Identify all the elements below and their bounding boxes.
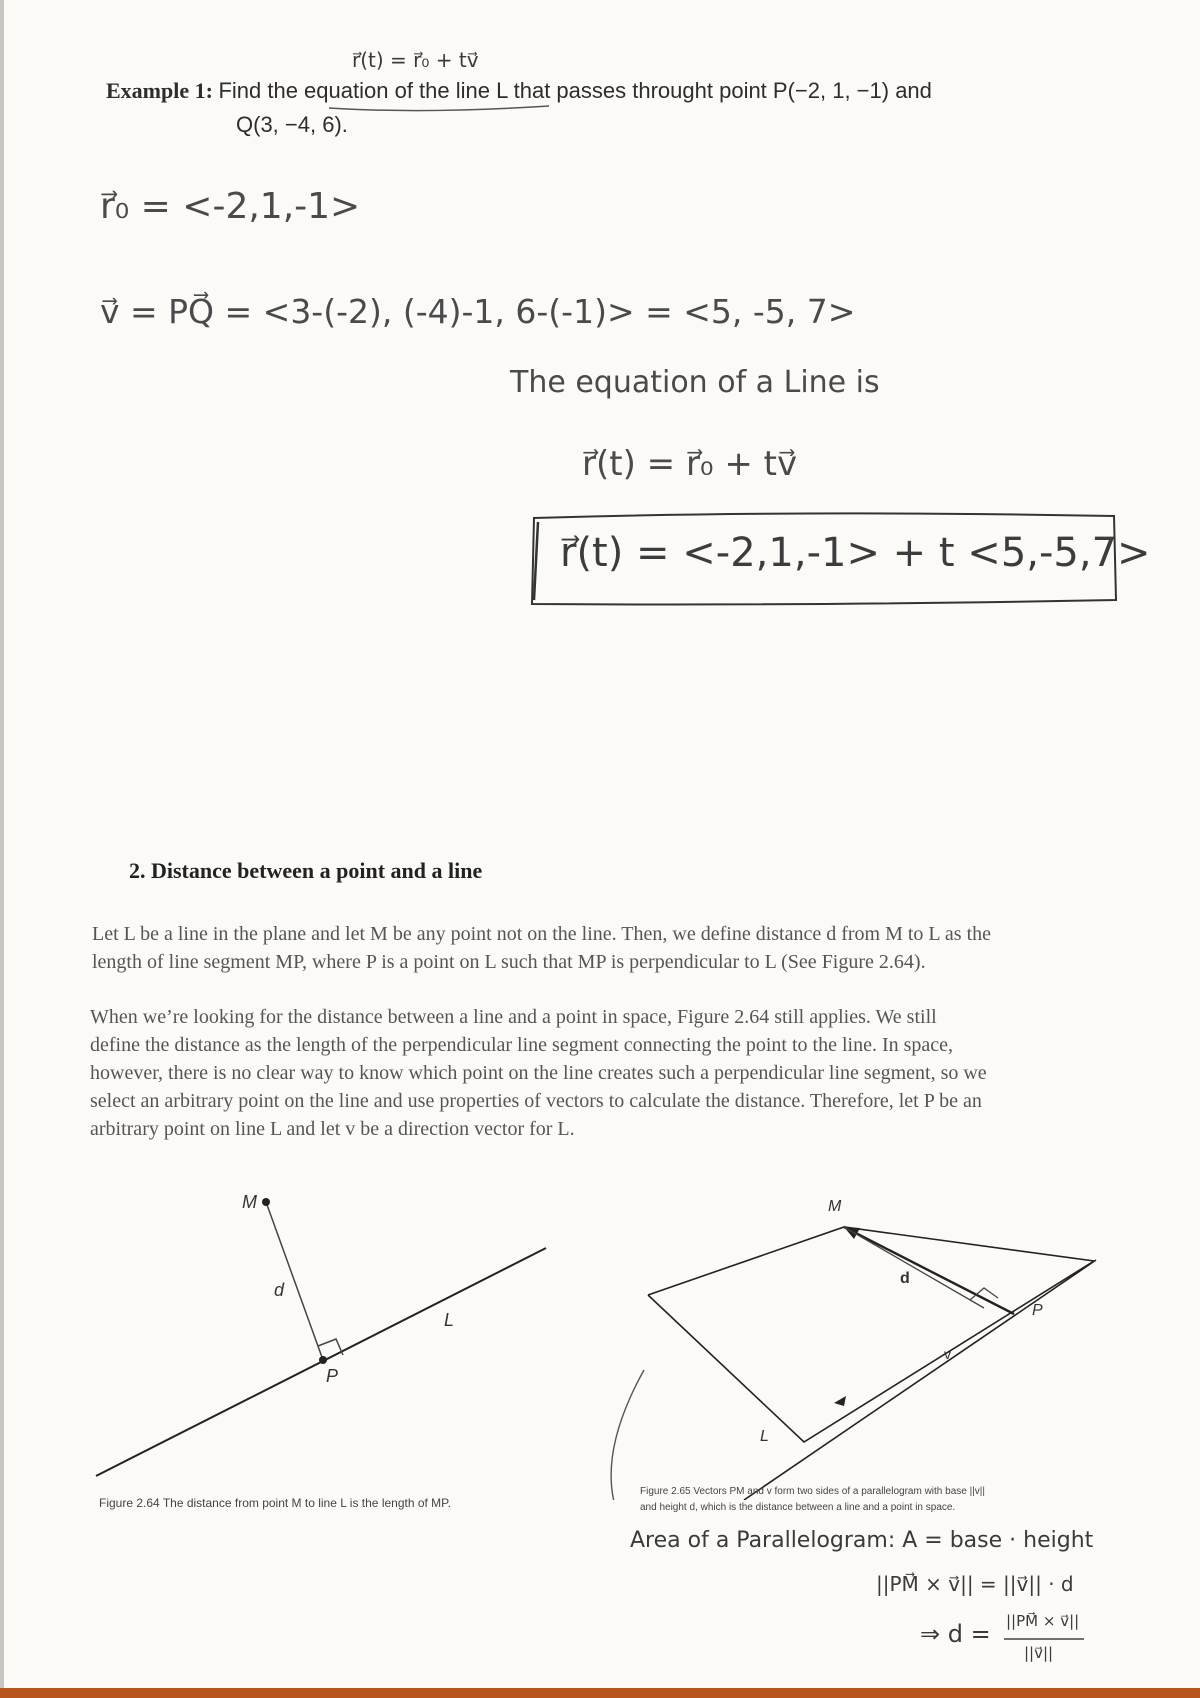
fig264-label-L: L xyxy=(444,1310,455,1330)
handwritten-arrow xyxy=(611,1370,644,1500)
para2-line3: however, there is no clear way to know which point on the line creates such a perpendicular line segment, so we xyxy=(90,1062,987,1084)
fig264-label-d: d xyxy=(274,1280,285,1300)
figure-2-64-diagram xyxy=(94,1180,564,1480)
figure-2-65-diagram xyxy=(604,1200,1114,1500)
vector-v-arrowhead xyxy=(834,1396,846,1406)
para1-line1: Let L be a line in the plane and let M be any point not on the line. Then, we define distance d from M to L as the xyxy=(92,923,992,945)
underline-scribble xyxy=(4,0,1200,130)
document-page xyxy=(4,0,1200,1688)
handwritten-cross: ||PM⃗ × v⃗|| = ||v⃗|| · d xyxy=(876,1572,1074,1596)
handwritten-r0: r⃗₀ = <-2,1,-1> xyxy=(100,186,361,227)
para1-line2: length of line segment MP, where P is a point on L such that MP is perpendicular to L (See Figure 2.64). xyxy=(92,951,926,973)
handwritten-eq-final: r⃗(t) = <-2,1,-1> + t <5,-5,7> xyxy=(560,530,1151,576)
handwritten-d-numerator: ||PM⃗ × v⃗|| xyxy=(1006,1612,1080,1630)
example-label: Example 1: xyxy=(106,78,213,103)
fig265-label-M: M xyxy=(828,1198,842,1215)
fig265-label-v: v xyxy=(944,1346,951,1362)
vector-PM xyxy=(844,1227,1014,1314)
fig265-caption-line2: and height d, which is the distance between a line and a point in space. xyxy=(640,1502,956,1513)
section-title: 2. Distance between a point and a line xyxy=(129,858,483,883)
fig265-label-L: L xyxy=(760,1428,769,1445)
para2-line5: arbitrary point on line L and let v be a direction vector for L. xyxy=(90,1118,575,1140)
point-P xyxy=(319,1356,327,1364)
example-text-line2: Q(3, −4, 6). xyxy=(236,112,348,137)
fig265-caption-line1: Figure 2.65 Vectors PM and v form two sides of a parallelogram with base ||v|| xyxy=(640,1486,985,1497)
fraction-bar xyxy=(1004,1636,1104,1642)
point-M xyxy=(262,1198,270,1206)
handwritten-area: Area of a Parallelogram: A = base · height xyxy=(630,1528,1094,1553)
handwritten-formula-top: r⃗(t) = r⃗₀ + tv⃗ xyxy=(352,48,479,72)
handwritten-d-lhs: ⇒ d = xyxy=(920,1620,991,1648)
segment-d xyxy=(844,1227,984,1308)
page-edge xyxy=(0,1688,1200,1698)
example-text: Find the equation of the line L that passes throught point P(−2, 1, −1) and xyxy=(218,78,932,103)
fig265-label-d: d xyxy=(900,1270,910,1287)
handwritten-eq-general: r⃗(t) = r⃗₀ + tv⃗ xyxy=(582,444,798,484)
handwritten-v: v⃗ = PQ⃗ = <3-(-2), (-4)-1, 6-(-1)> = <5, -5, 7> xyxy=(100,292,856,331)
figure-2-64-caption: Figure 2.64 The distance from point M to line L is the length of MP. xyxy=(99,1496,451,1510)
paragraph-1 xyxy=(92,920,1152,976)
para2-line1: When we’re looking for the distance between a line and a point in space, Figure 2.64 still applies. We still xyxy=(90,1006,937,1028)
paragraph-2 xyxy=(90,1003,1150,1143)
fig264-label-P: P xyxy=(326,1366,339,1386)
figure-2-65-caption xyxy=(640,1484,985,1516)
fig264-label-M: M xyxy=(242,1192,257,1212)
line-L-265 xyxy=(744,1260,1096,1500)
handwritten-eq-intro: The equation of a Line is xyxy=(510,365,880,400)
handwritten-d-denominator: ||v⃗|| xyxy=(1024,1644,1054,1662)
parallelogram xyxy=(648,1227,1094,1442)
fig265-label-P: P xyxy=(1032,1302,1043,1319)
para2-line4: select an arbitrary point on the line and use properties of vectors to calculate the distance. Therefore, let P be an xyxy=(90,1090,982,1112)
para2-line2: define the distance as the length of the perpendicular line segment connecting the point to the line. In space, xyxy=(90,1034,954,1056)
